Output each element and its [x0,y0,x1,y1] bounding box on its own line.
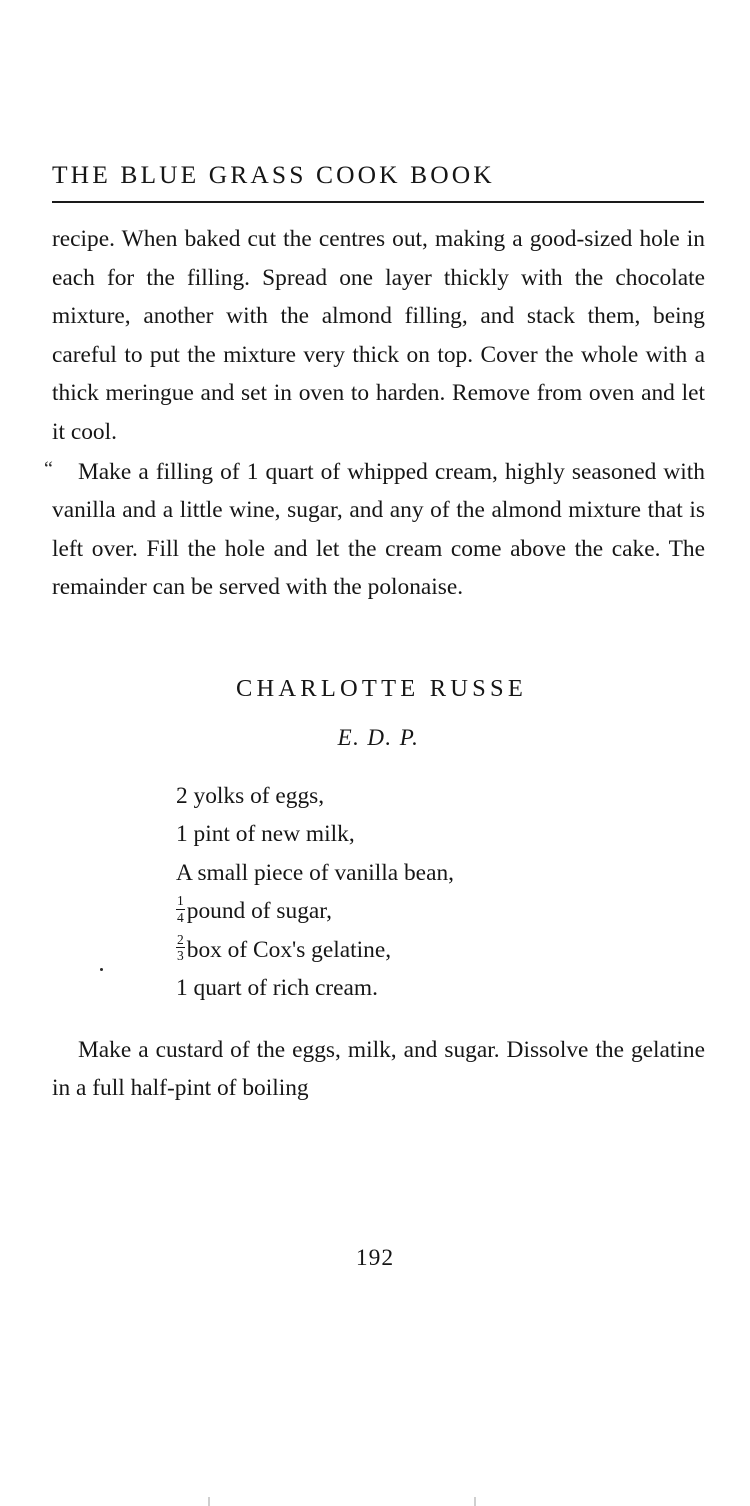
fraction-one-quarter: $\frac{1}{4}$ [177,893,184,925]
ingredient-text: pound of sugar, [186,898,332,925]
scan-edge-tick-right [474,1497,476,1506]
recipe-author: E. D. P. [337,724,420,750]
recipe-instructions: Make a custard of the eggs, milk, and sugar. Dissolve the gelatine in a full half-pint of boiling [52,1036,705,1102]
scan-edge-tick-left [208,1497,210,1506]
paragraph-filling: Make a filling of 1 quart of whipped cream, highly seasoned with vanilla and a little wine, sugar, and any of the almond mixture that is left over. Fill the hole and let the cream come above the cake. The remainder can be served with the polonaise. [52,458,705,601]
body-text-block [52,220,705,607]
ingredient-list [52,777,705,1007]
list-item [176,854,705,892]
stray-dot-icon [100,968,103,971]
stray-mark-icon: “ [44,458,53,480]
ingredient-text: 1 quart of rich cream. [176,974,378,1001]
list-item [176,931,705,969]
ingredient-text: 1 pint of new milk, [176,821,355,848]
list-item [176,969,705,1007]
page-number: 192 [355,1245,395,1271]
list-item [176,892,705,930]
list-item [176,815,705,853]
page-content [52,0,705,1108]
ingredient-text: A small piece of vanilla bean, [176,859,454,886]
recipe-title: CHARLOTTE RUSSE [235,674,527,702]
list-item [176,777,705,815]
fraction-two-thirds: $\frac{2}{3}$ [177,931,184,964]
running-head: THE BLUE GRASS COOK BOOK [52,160,495,189]
ingredient-text: box of Cox's gelatine, [186,936,392,963]
paragraph-continued: recipe. When baked cut the centres out, making a good-sized hole in each for the filling. Spread one layer thickly with the chocolate mixture, another with the almond filling, and stack them, being careful to put the mixture very thick on top. Cover the whole with a thick meringue and set in oven to harden. Remove from oven and let it cool. [52,226,705,445]
ingredient-text: 2 yolks of eggs, [176,782,325,809]
header-rule [52,201,704,203]
